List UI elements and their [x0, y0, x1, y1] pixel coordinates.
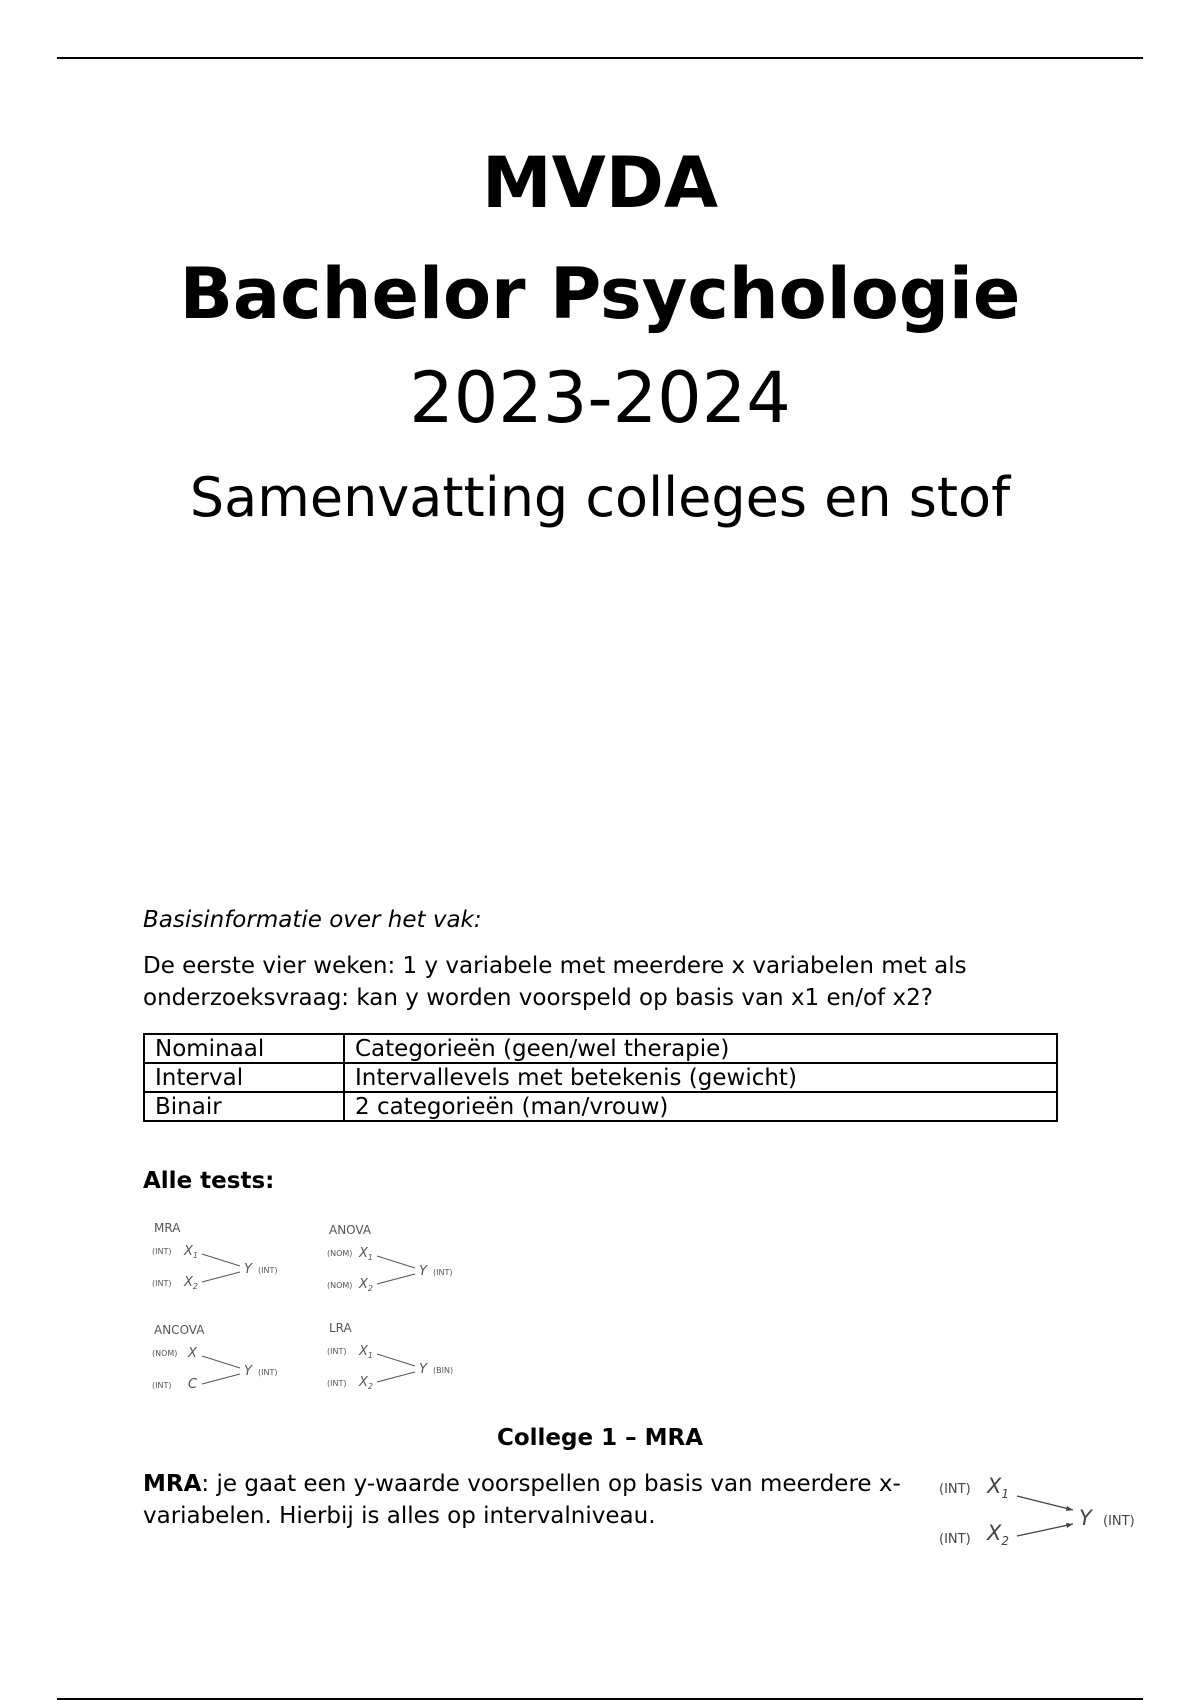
- level-description: Categorieën (geen/wel therapie): [344, 1034, 1057, 1063]
- svg-text:(NOM): (NOM): [327, 1281, 353, 1290]
- ancova-diagram: [150, 1320, 290, 1392]
- svg-text:X2: $X_2$: [359, 1277, 373, 1292]
- svg-text:X2: $X_2$: [184, 1275, 198, 1290]
- college-1-heading: College 1 – MRA: [496, 1425, 704, 1451]
- svg-text:(INT): (INT): [152, 1279, 172, 1288]
- table-row: [144, 1034, 1057, 1063]
- svg-text:Y: Y: [1079, 1506, 1092, 1530]
- svg-text:(INT): (INT): [258, 1266, 278, 1275]
- lra-diagram: [325, 1318, 465, 1390]
- svg-text:(INT): (INT): [327, 1347, 347, 1356]
- level-name: Interval: [144, 1063, 344, 1092]
- svg-text:(NOM): (NOM): [327, 1249, 353, 1258]
- diagram-title: ANOVA: [329, 1223, 372, 1237]
- svg-text:X1: $X_1$: [359, 1246, 373, 1262]
- svg-text:(INT): (INT): [433, 1268, 453, 1277]
- arrow-line: [377, 1256, 415, 1268]
- svg-text:(BIN): (BIN): [433, 1366, 454, 1375]
- course-title: MVDA: [481, 142, 719, 224]
- arrow-line: [377, 1372, 415, 1382]
- level-description: Intervallevels met betekenis (gewicht): [344, 1063, 1057, 1092]
- svg-text:C: C: [188, 1377, 198, 1392]
- diagram-title: LRA: [329, 1321, 352, 1335]
- svg-text:X2: $X_2$: [359, 1375, 373, 1390]
- svg-text:Y: Y: [244, 1364, 252, 1379]
- diagram-title: MRA: [154, 1221, 181, 1235]
- mra-text: : je gaat een y-waarde voorspellen op basis van meerdere x-variabelen. Hierbij is alles op intervalniveau.: [143, 1471, 901, 1529]
- level-name: Binair: [144, 1092, 344, 1121]
- svg-text:Y: Y: [419, 1362, 427, 1377]
- mra-term: MRA: [143, 1471, 202, 1497]
- level-description: 2 categorieën (man/vrouw): [344, 1092, 1057, 1121]
- arrow-line: [202, 1374, 240, 1384]
- program-title: Bachelor Psychologie: [179, 253, 1021, 335]
- svg-text:X2: $X_2$: [987, 1521, 1010, 1548]
- svg-text:X1: $X_1$: [184, 1244, 198, 1260]
- anova-diagram: [325, 1220, 465, 1292]
- document-subtitle: Samenvatting colleges en stof: [189, 466, 1011, 529]
- svg-text:(INT): (INT): [258, 1368, 278, 1377]
- arrow-line: [377, 1274, 415, 1284]
- svg-text:X1: $X_1$: [359, 1344, 373, 1360]
- measurement-levels-table: [143, 1033, 1058, 1122]
- diagram-title: ANCOVA: [154, 1323, 205, 1337]
- svg-text:X: X: [188, 1346, 197, 1361]
- svg-text:Y: Y: [419, 1264, 427, 1279]
- intro-label: Basisinformatie over het vak:: [143, 907, 482, 933]
- academic-year: 2023-2024: [409, 357, 791, 439]
- svg-text:Y: Y: [244, 1262, 252, 1277]
- svg-text:(INT): (INT): [939, 1532, 971, 1547]
- svg-text:(INT): (INT): [152, 1247, 172, 1256]
- svg-text:(INT): (INT): [152, 1381, 172, 1390]
- svg-text:X1: $X_1$: [987, 1474, 1010, 1501]
- mra-large-diagram: [935, 1470, 1150, 1550]
- arrow-line: [202, 1356, 240, 1368]
- tests-heading: Alle tests:: [143, 1168, 275, 1194]
- header-rule: [57, 57, 1143, 59]
- table-row: [144, 1092, 1057, 1121]
- svg-text:(INT): (INT): [939, 1482, 971, 1497]
- svg-text:(INT): (INT): [1103, 1514, 1135, 1529]
- arrow-line: [377, 1354, 415, 1366]
- arrow-line: [1017, 1496, 1073, 1510]
- svg-text:(NOM): (NOM): [152, 1349, 178, 1358]
- level-name: Nominaal: [144, 1034, 344, 1063]
- arrow-line: [202, 1272, 240, 1282]
- mra-diagram: [150, 1218, 290, 1290]
- mra-definition: [143, 1468, 923, 1532]
- intro-text: De eerste vier weken: 1 y variabele met meerdere x variabelen met als onderzoeksvraag: kan y worden voorspeld op basis van x1 en/of x2?: [143, 953, 967, 1011]
- svg-text:(INT): (INT): [327, 1379, 347, 1388]
- table-row: [144, 1063, 1057, 1092]
- arrow-line: [1017, 1524, 1073, 1536]
- arrow-line: [202, 1254, 240, 1266]
